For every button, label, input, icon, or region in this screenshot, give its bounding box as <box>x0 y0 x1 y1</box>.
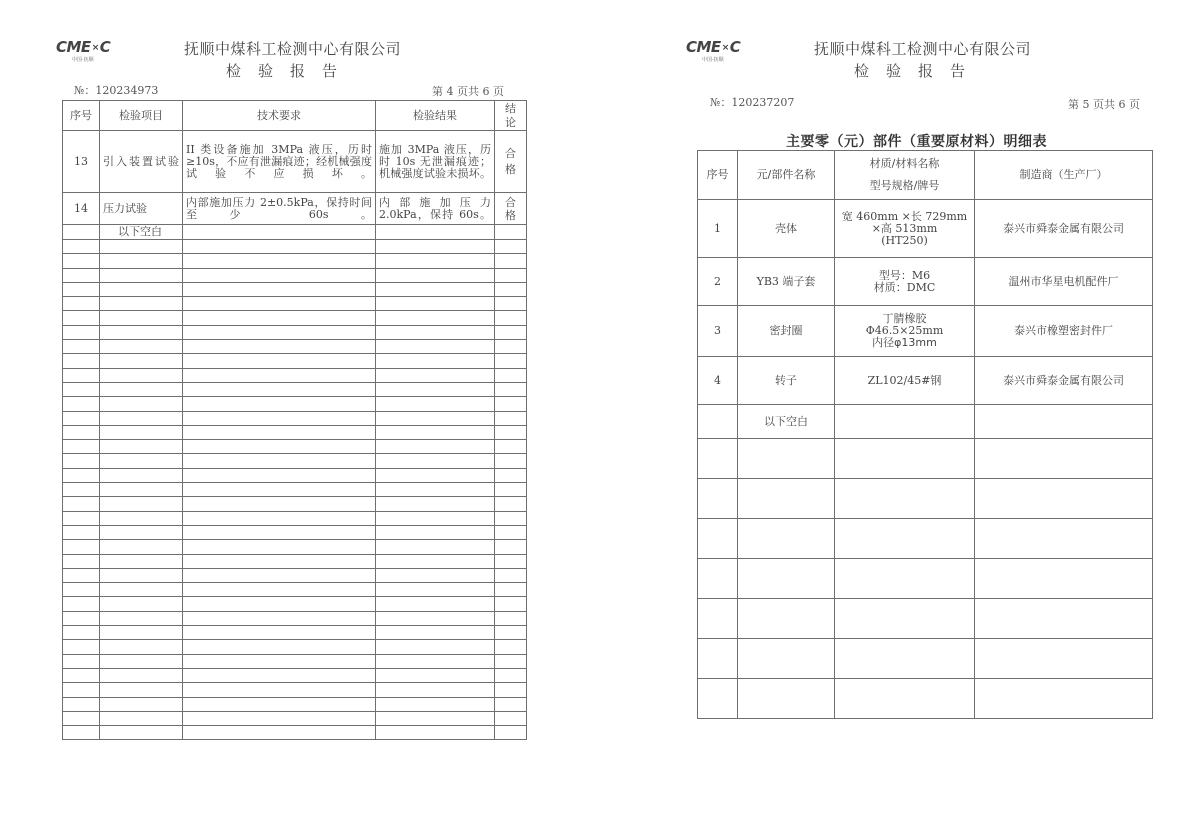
report-number: №：120237207 <box>710 96 795 109</box>
row-spec: 丁腈橡胶 Φ46.5×25mm 内径φ13mm <box>835 306 975 357</box>
empty-row <box>63 468 527 482</box>
empty-row <box>698 479 1153 519</box>
row-spec: ZL102/45#钢 <box>835 357 975 405</box>
empty-row <box>63 668 527 682</box>
table-row <box>63 193 527 225</box>
empty-row <box>63 597 527 611</box>
header-manufacturer: 制造商（生产厂） <box>975 151 1153 200</box>
row-part-name: 转子 <box>738 357 835 405</box>
table-row <box>698 306 1153 357</box>
row-no: 14 <box>63 193 100 225</box>
row-manufacturer: 泰兴市舜泰金属有限公司 <box>975 200 1153 258</box>
row-result: 内部施加压力2.0kPa，保持 60s。 <box>376 193 495 225</box>
empty-row <box>63 497 527 511</box>
empty-row <box>63 711 527 725</box>
empty-row <box>698 679 1153 719</box>
row-no: 3 <box>698 306 738 357</box>
table-header-row <box>698 151 1153 200</box>
parts-table-title: 主要零（元）部件（重要原材料）明细表 <box>786 134 1047 150</box>
row-conclusion: 合格 <box>495 193 527 225</box>
empty-row <box>63 340 527 354</box>
row-no: 2 <box>698 258 738 306</box>
row-part-name: YB3 端子套 <box>738 258 835 306</box>
row-part-name: 密封圈 <box>738 306 835 357</box>
empty-row <box>63 411 527 425</box>
row-requirement: II 类设备施加 3MPa 液压，历时≥10s，不应有泄漏痕迹；经机械强度试验不应损坏。 <box>183 131 376 193</box>
row-part-name: 壳体 <box>738 200 835 258</box>
row-manufacturer: 温州市华星电机配件厂 <box>975 258 1153 306</box>
header-conclusion: 结论 <box>495 101 527 131</box>
empty-row <box>63 354 527 368</box>
report-number: №：120234973 <box>74 84 159 97</box>
empty-row <box>63 311 527 325</box>
empty-row <box>63 554 527 568</box>
empty-row <box>698 559 1153 599</box>
page-info: 第 5 页共 6 页 <box>1068 98 1140 111</box>
empty-row <box>63 583 527 597</box>
page-info: 第 4 页共 6 页 <box>432 85 504 98</box>
row-spec: 宽 460mm ×长 729mm ×高 513mm (HT250) <box>835 200 975 258</box>
blank-note: 以下空白 <box>100 225 183 240</box>
row-item: 压力试验 <box>100 193 183 225</box>
organization-name: 抚顺中煤科工检测中心有限公司 <box>814 40 1032 58</box>
empty-row <box>63 282 527 296</box>
empty-row <box>63 425 527 439</box>
row-conclusion: 合格 <box>495 131 527 193</box>
row-result: 施加 3MPa 液压，历时 10s 无泄漏痕迹；机械强度试验未损坏。 <box>376 131 495 193</box>
empty-row <box>63 626 527 640</box>
empty-row <box>63 640 527 654</box>
row-manufacturer: 泰兴市橡塑密封件厂 <box>975 306 1153 357</box>
table-header-row <box>63 101 527 131</box>
empty-row <box>698 599 1153 639</box>
header-part-name: 元/部件名称 <box>738 151 835 200</box>
empty-row <box>63 397 527 411</box>
row-manufacturer: 泰兴市舜泰金属有限公司 <box>975 357 1153 405</box>
empty-row <box>63 382 527 396</box>
parts-table <box>697 150 1153 719</box>
empty-row <box>63 568 527 582</box>
empty-row <box>63 368 527 382</box>
header-material: 材质/材料名称 型号规格/牌号 <box>835 151 975 200</box>
empty-row <box>698 639 1153 679</box>
header-no: 序号 <box>698 151 738 200</box>
header-item: 检验项目 <box>100 101 183 131</box>
empty-row <box>63 454 527 468</box>
empty-row <box>63 525 527 539</box>
row-no: 13 <box>63 131 100 193</box>
table-row <box>698 357 1153 405</box>
document-title: 检验报告 <box>854 62 983 80</box>
empty-row <box>63 654 527 668</box>
row-item: 引入装置试验 <box>100 131 183 193</box>
organization-name: 抚顺中煤科工检测中心有限公司 <box>184 40 402 58</box>
cme-logo: CME×C 中国·抚顺 <box>686 38 741 63</box>
table-row <box>698 200 1153 258</box>
empty-row <box>63 440 527 454</box>
blank-note-row <box>698 405 1153 439</box>
row-no: 1 <box>698 200 738 258</box>
empty-row <box>63 325 527 339</box>
empty-row <box>63 726 527 740</box>
empty-row <box>63 483 527 497</box>
empty-row <box>63 540 527 554</box>
inspection-table <box>62 100 527 740</box>
header-requirement: 技术要求 <box>183 101 376 131</box>
blank-note-row <box>63 225 527 240</box>
table-row <box>63 131 527 193</box>
row-spec: 型号：M6 材质：DMC <box>835 258 975 306</box>
empty-row <box>63 683 527 697</box>
header-result: 检验结果 <box>376 101 495 131</box>
empty-row <box>63 254 527 268</box>
table-row <box>698 258 1153 306</box>
report-page-5 <box>600 0 1200 828</box>
empty-row <box>63 511 527 525</box>
row-requirement: 内部施加压力 2±0.5kPa，保持时间至少 60s。 <box>183 193 376 225</box>
empty-row <box>63 240 527 254</box>
document-title: 检验报告 <box>226 62 355 80</box>
empty-row <box>63 268 527 282</box>
empty-row <box>698 519 1153 559</box>
header-no: 序号 <box>63 101 100 131</box>
blank-note: 以下空白 <box>738 405 835 439</box>
empty-row <box>63 697 527 711</box>
cme-logo: CME×C 中国·抚顺 <box>56 38 111 63</box>
empty-row <box>63 297 527 311</box>
empty-row <box>698 439 1153 479</box>
row-no: 4 <box>698 357 738 405</box>
empty-row <box>63 611 527 625</box>
